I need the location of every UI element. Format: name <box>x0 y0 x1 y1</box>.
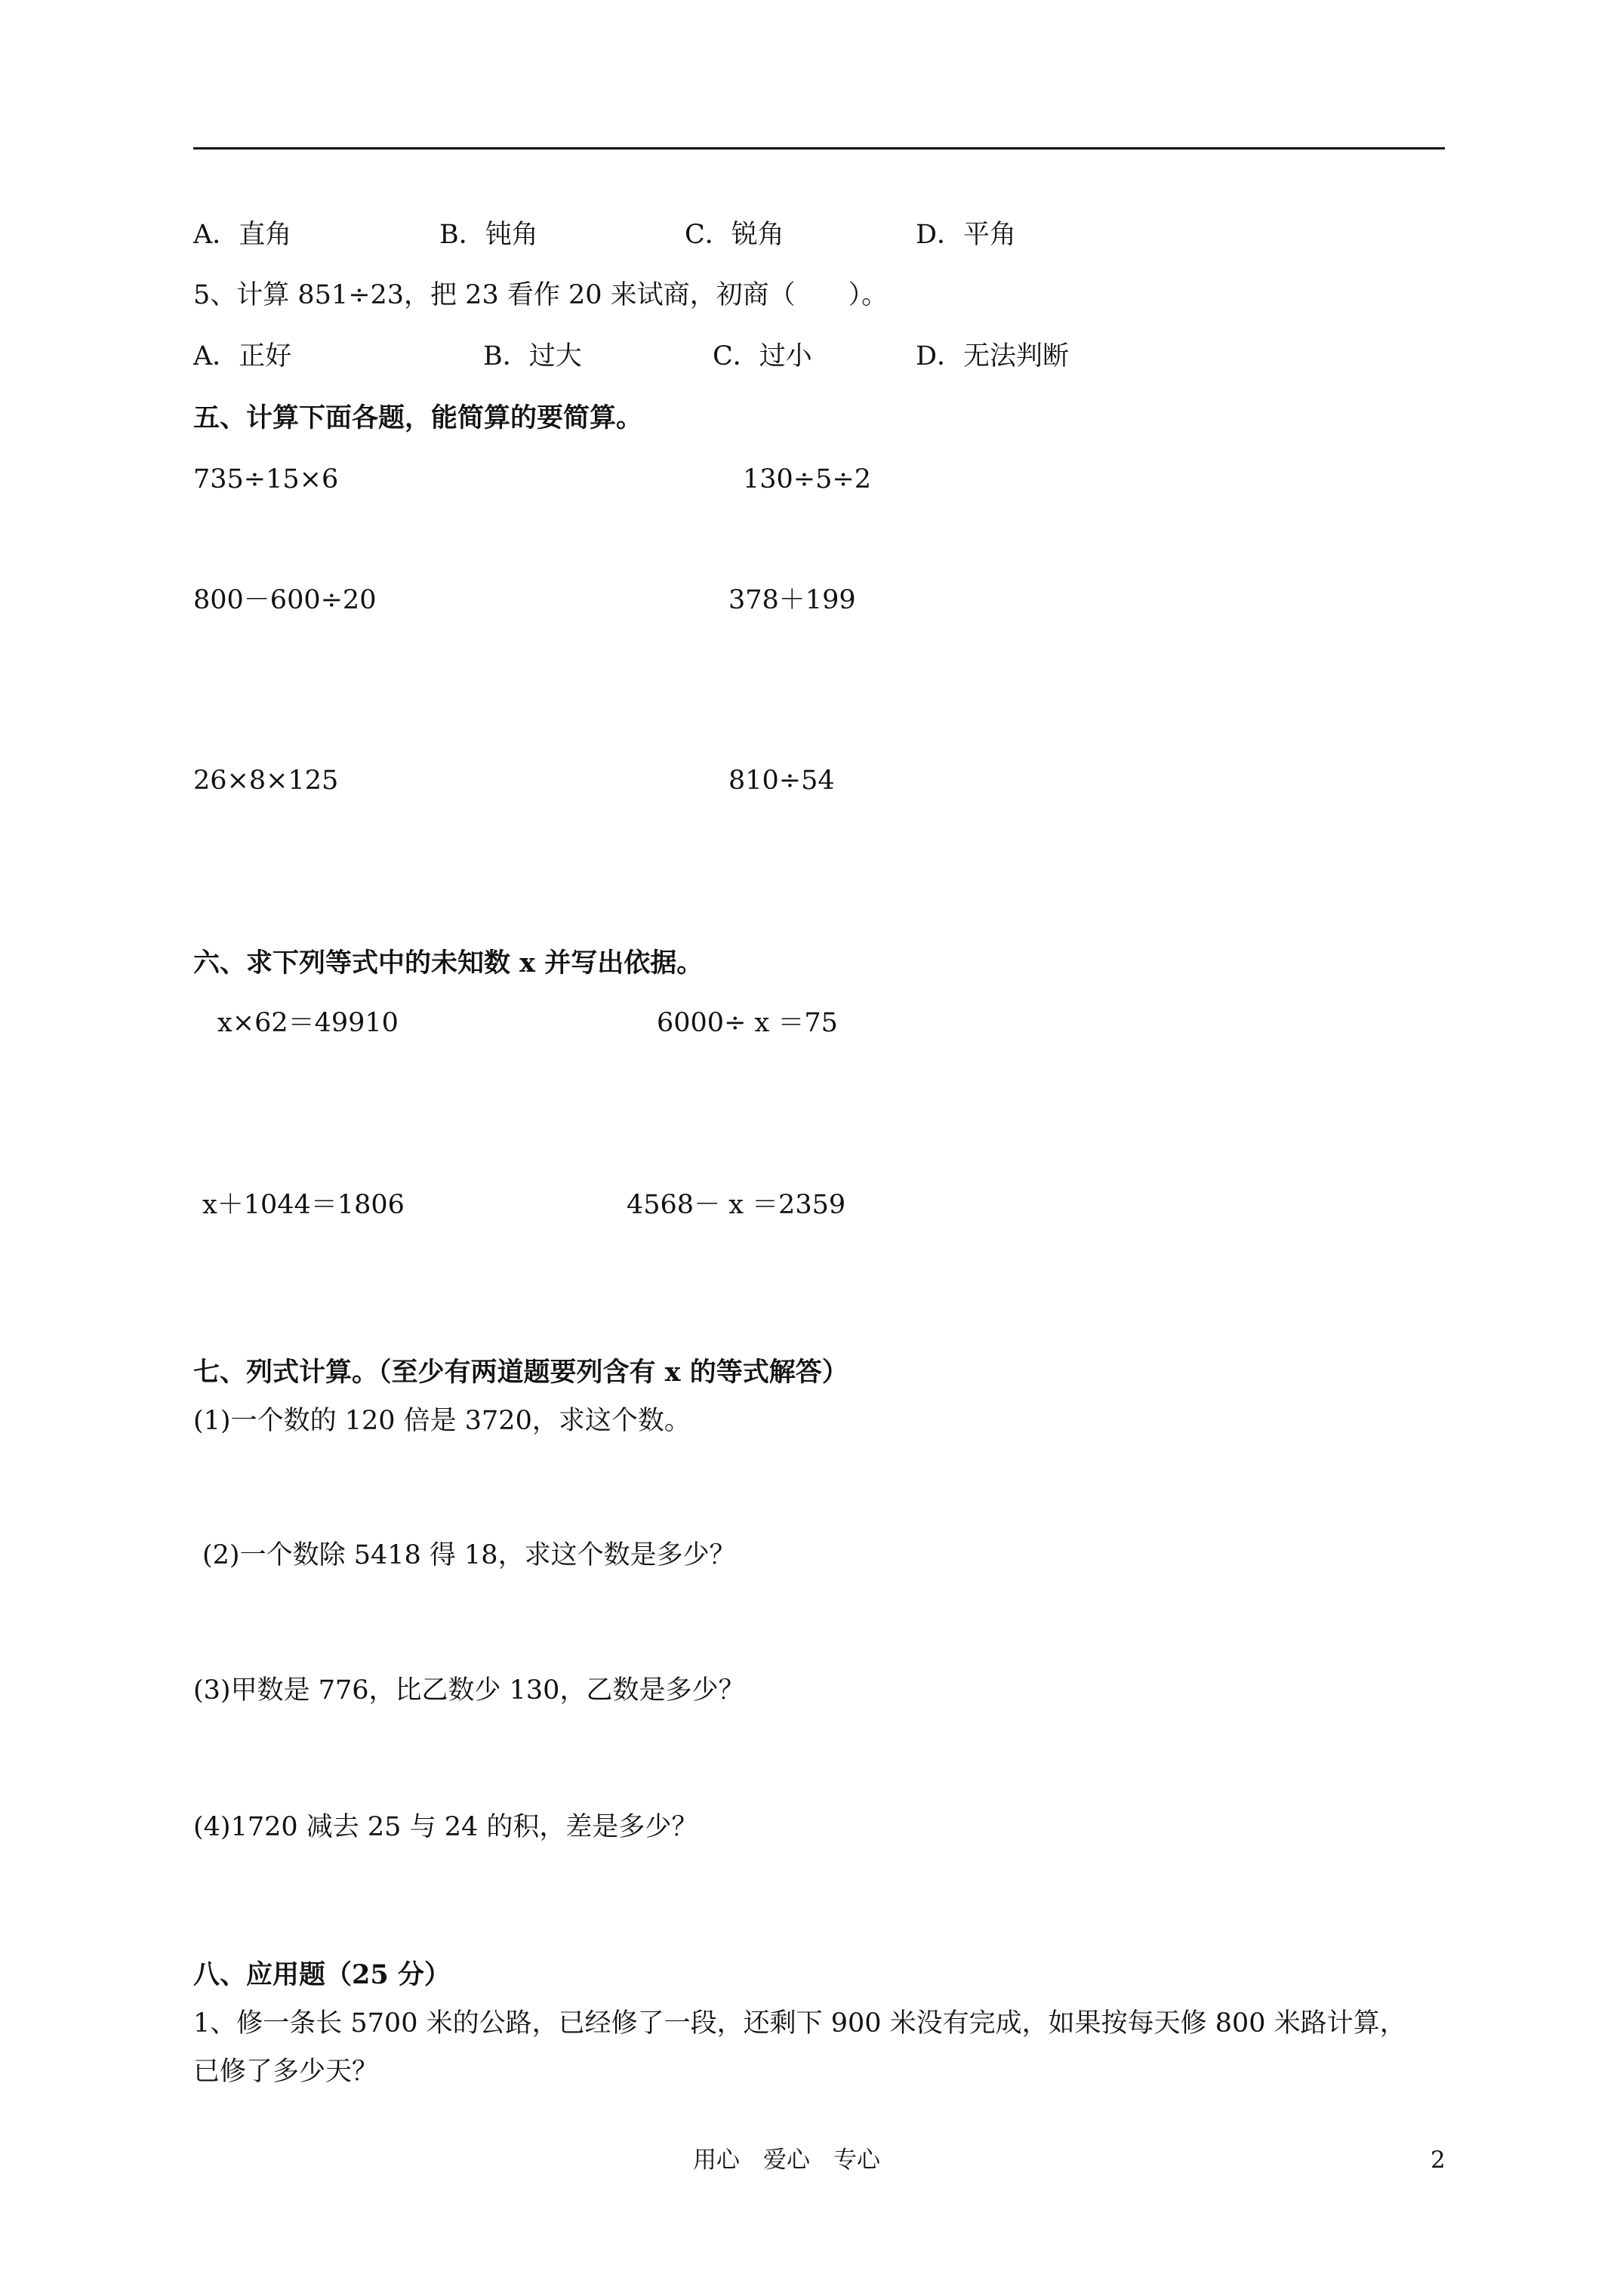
section8-q1-line1: 1、修一条长 5700 米的公路，已经修了一段，还剩下 900 米没有完成，如果按每天修 800 米路计算， <box>193 2008 1406 2039</box>
section7-item-3: (3)甲数是 776，比乙数少 130，乙数是多少？ <box>193 1675 745 1706</box>
q4-option-b: B．钝角 <box>439 220 538 250</box>
section5-item-4: 378＋199 <box>728 585 856 615</box>
q4-option-c: C．锐角 <box>685 220 784 250</box>
q5-option-d: D．无法判断 <box>916 341 1070 371</box>
q5-option-a: A．正好 <box>193 341 292 371</box>
q4-option-d: D．平角 <box>916 220 1017 250</box>
section5-item-1: 735÷15×6 <box>193 464 339 495</box>
section8-q1-line2: 已修了多少天？ <box>193 2057 379 2087</box>
section5-item-3: 800－600÷20 <box>193 585 377 615</box>
section5-item-6: 810÷54 <box>728 766 835 796</box>
section5-heading: 五、计算下面各题，能简算的要简算。 <box>193 402 643 433</box>
q5-option-c: C．过小 <box>713 341 812 371</box>
section7-item-2: (2)一个数除 5418 得 18，求这个数是多少？ <box>202 1540 736 1570</box>
section6-item-2: 6000÷ x ＝75 <box>657 1008 838 1038</box>
section5-item-2: 130÷5÷2 <box>743 464 871 495</box>
section6-item-1: x×62＝49910 <box>217 1008 399 1038</box>
header-rule <box>193 147 1445 149</box>
page-number: 2 <box>1431 2147 1446 2174</box>
section6-item-4: 4568－ x ＝2359 <box>627 1190 846 1220</box>
section7-item-4: (4)1720 减去 25 与 24 的积，差是多少？ <box>193 1812 698 1842</box>
section5-item-5: 26×8×125 <box>193 766 339 796</box>
section7-item-1: (1)一个数的 120 倍是 3720，求这个数。 <box>193 1406 691 1436</box>
q5-option-b: B．过大 <box>483 341 582 371</box>
footer-motto: 用心 爱心 专心 <box>693 2147 880 2174</box>
q4-option-a: A．直角 <box>193 220 292 250</box>
section7-heading: 七、列式计算。（至少有两道题要列含有 x 的等式解答） <box>193 1357 848 1388</box>
q5-question: 5、计算 851÷23，把 23 看作 20 来试商，初商（ ）。 <box>193 280 888 310</box>
section6-heading: 六、求下列等式中的未知数 x 并写出依据。 <box>193 948 704 978</box>
section8-heading: 八、应用题（25 分） <box>193 1959 451 1990</box>
section6-item-3: x＋1044＝1806 <box>202 1190 405 1220</box>
